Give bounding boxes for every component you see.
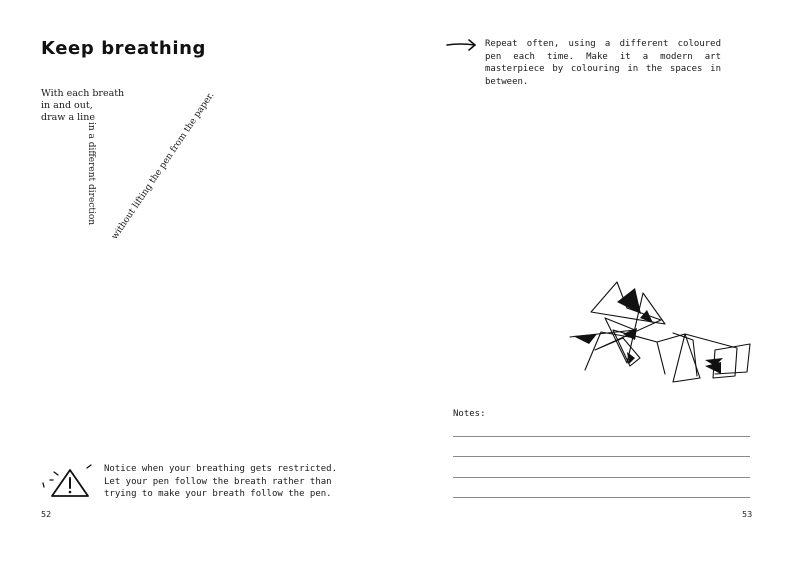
left-page bbox=[0, 0, 402, 561]
page-number-left: 52 bbox=[41, 510, 52, 519]
note-line[interactable] bbox=[453, 436, 750, 437]
note-line[interactable] bbox=[453, 456, 750, 457]
intro-line-3: draw a line bbox=[41, 112, 95, 123]
note-line[interactable] bbox=[453, 477, 750, 478]
rotated-text-vertical: in a different direction bbox=[86, 122, 96, 226]
intro-line-1: With each breath bbox=[41, 88, 125, 99]
warning-icon bbox=[40, 462, 96, 502]
page-number-right: 53 bbox=[742, 510, 753, 519]
notes-label: Notes: bbox=[453, 409, 486, 419]
note-line[interactable] bbox=[453, 497, 750, 498]
instruction-text: Repeat often, using a different coloured pen each time. Make it a modern art masterpiece by colouring in the spaces in between. bbox=[485, 39, 721, 87]
breathing-tip-text: Notice when your breathing gets restricted. Let your pen follow the breath rather than trying to make your breath follow the pen. bbox=[104, 464, 337, 499]
intro-line-2: in and out, bbox=[41, 100, 93, 111]
rotated-text-diagonal: without lifting the pen from the paper. bbox=[110, 90, 217, 242]
breath-scribble-drawing bbox=[565, 278, 755, 393]
arrow-right-icon bbox=[446, 38, 478, 52]
page-title: Keep breathing bbox=[41, 38, 207, 59]
